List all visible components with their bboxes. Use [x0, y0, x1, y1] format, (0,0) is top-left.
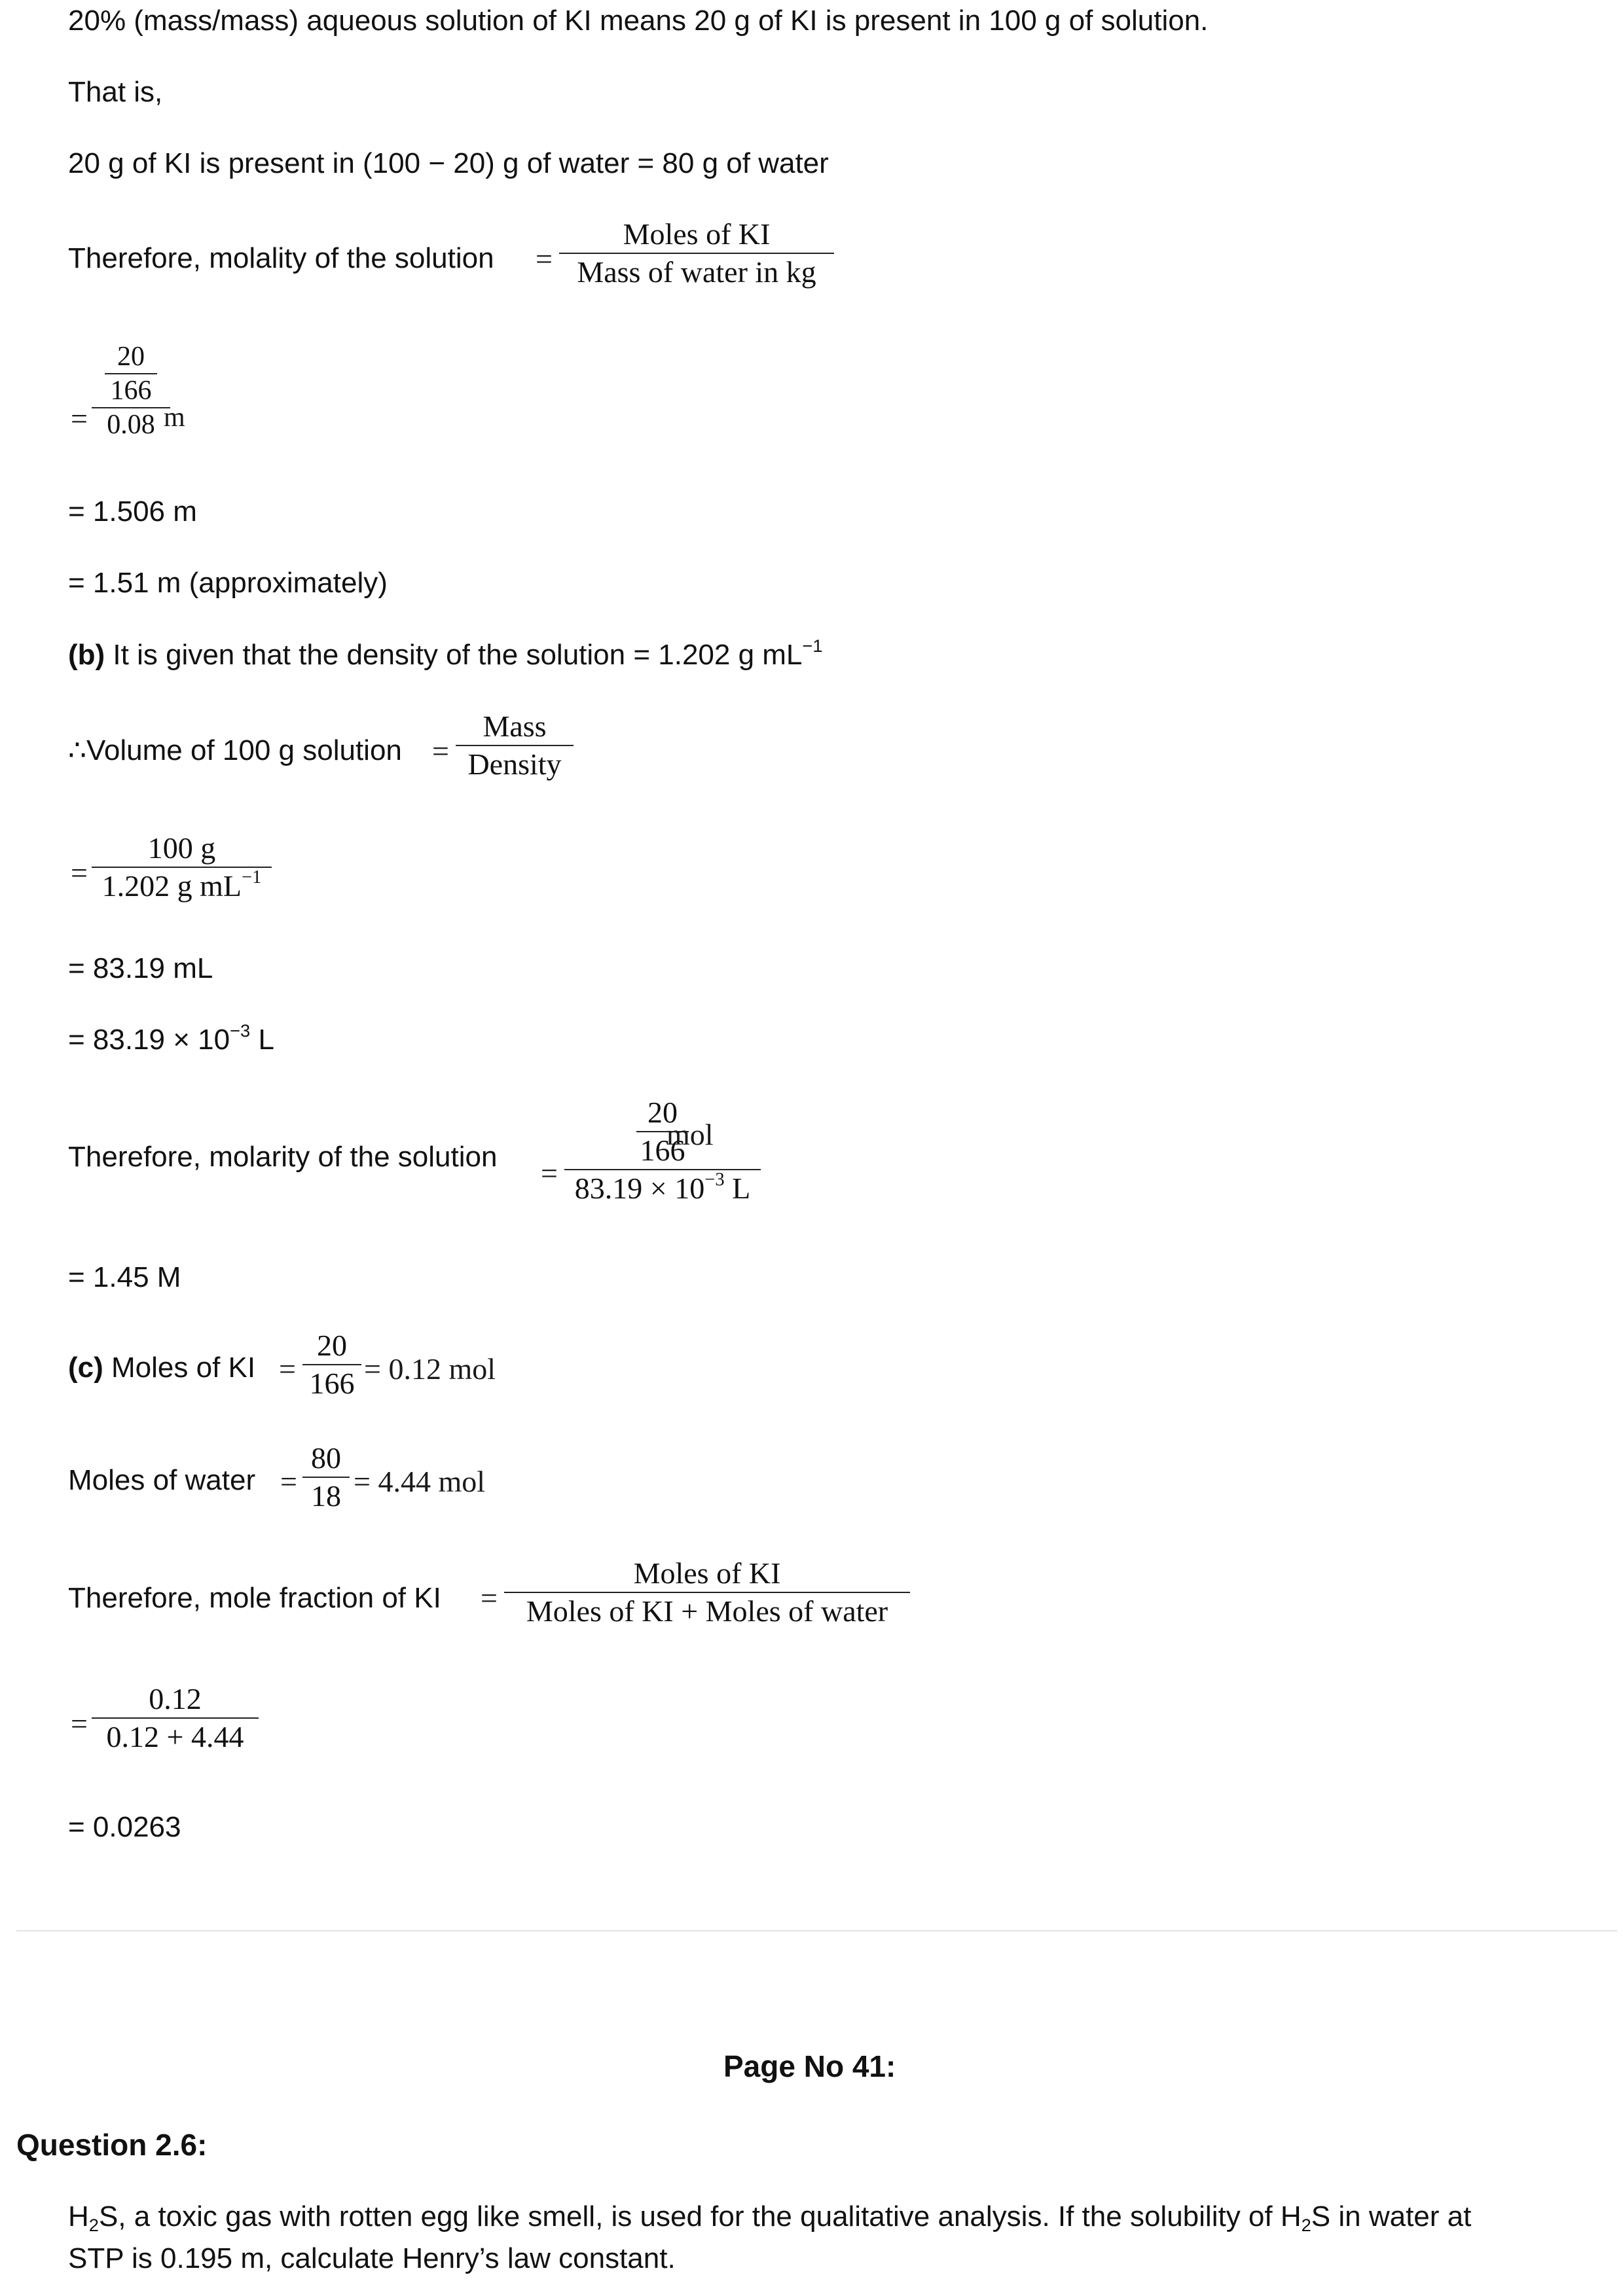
moles-water-result: = 4.44 mol — [354, 1465, 486, 1498]
equals-sign: = — [481, 1581, 498, 1615]
equals-sign: = — [280, 1465, 297, 1498]
section-divider — [16, 1930, 1617, 1931]
moles-water-calculation — [302, 1440, 350, 1515]
inner-numerator: 20 — [647, 1096, 678, 1129]
that-is-line: That is, — [68, 76, 163, 108]
volume-exponent: −3 — [230, 1020, 251, 1041]
mole-fraction-formula — [504, 1555, 910, 1630]
inner-denominator: 166 — [110, 376, 152, 406]
moles-ki-label — [68, 1350, 255, 1386]
mole-fraction-result: = 0.0263 — [68, 1811, 181, 1843]
denominator: Mass of water in kg — [577, 255, 816, 289]
volume-value: = 83.19 × 10 — [68, 1024, 230, 1056]
volume-result-l — [68, 1022, 274, 1058]
page-number-header: Page No 41: — [723, 2049, 896, 2083]
unit-mol: mol — [666, 1118, 714, 1151]
numerator: Moles of KI — [633, 1556, 781, 1590]
text-segment: H — [68, 2200, 89, 2233]
moles-ki-result: = 0.12 mol — [364, 1352, 496, 1386]
molality-result: = 1.506 m — [68, 495, 197, 528]
part-c-label: (c) — [68, 1352, 103, 1384]
molality-calculation — [92, 340, 170, 441]
mole-fraction-calculation — [92, 1681, 259, 1755]
volume-exponent: −3 — [704, 1170, 725, 1191]
density-exponent: −1 — [242, 867, 262, 888]
equals-sign: = — [279, 1352, 296, 1386]
denominator: 166 — [309, 1367, 355, 1400]
density-text: It is given that the density of the solution = 1.202 g mL — [105, 639, 803, 671]
subscript: 2 — [1301, 2215, 1311, 2236]
volume-formula — [456, 708, 574, 783]
volume-result-ml: = 83.19 mL — [68, 952, 213, 984]
equals-sign: = — [432, 734, 449, 768]
equals-sign: = — [541, 1157, 558, 1190]
text-segment: S in water at — [1311, 2200, 1472, 2233]
subscript: 2 — [88, 2215, 99, 2236]
part-b-label: (b) — [68, 639, 105, 671]
denominator: Moles of KI + Moles of water — [526, 1594, 888, 1628]
volume-value: 83.19 × 10 — [574, 1172, 705, 1205]
denominator — [98, 868, 266, 905]
numerator: Moles of KI — [623, 217, 771, 251]
numerator: 0.12 — [149, 1682, 202, 1715]
question-text-line2: STP is 0.195 m, calculate Henry’s law constant. — [68, 2242, 676, 2274]
molality-label: Therefore, molality of the solution — [68, 242, 494, 274]
numerator: 100 g — [147, 831, 216, 865]
moles-water-label: Moles of water — [68, 1464, 256, 1496]
outer-denominator — [571, 1170, 754, 1207]
water-mass-line: 20 g of KI is present in (100 − 20) g of water = 80 g of water — [68, 147, 829, 179]
question-text-line1 — [68, 2199, 1471, 2234]
density-exponent: −1 — [802, 635, 823, 656]
numerator: Mass — [483, 709, 547, 743]
density-value: 1.202 g mL — [101, 869, 242, 903]
molarity-calculation — [564, 1094, 761, 1207]
numerator: 20 — [317, 1329, 347, 1362]
intro-line: 20% (mass/mass) aqueous solution of KI means 20 g of KI is present in 100 g of solution. — [68, 5, 1209, 37]
moles-ki-text: Moles of KI — [103, 1352, 256, 1384]
question-heading: Question 2.6: — [16, 2128, 208, 2162]
unit-m: m — [164, 403, 185, 433]
equals-sign: = — [71, 402, 88, 435]
equals-sign: = — [71, 1707, 88, 1740]
mole-fraction-label: Therefore, mole fraction of KI — [68, 1582, 441, 1614]
inner-denominator: 166 — [640, 1134, 685, 1167]
outer-denominator: 0.08 — [107, 410, 155, 440]
denominator: 18 — [311, 1479, 341, 1513]
molality-approx: = 1.51 m (approximately) — [68, 567, 388, 599]
moles-ki-calculation — [302, 1327, 361, 1402]
numerator: 80 — [311, 1441, 341, 1475]
volume-unit: L — [250, 1024, 274, 1056]
molality-formula — [559, 216, 834, 291]
denominator: 0.12 + 4.44 — [106, 1720, 244, 1753]
volume-label: ∴Volume of 100 g solution — [68, 734, 402, 766]
equals-sign: = — [71, 856, 88, 889]
text-segment: S, a toxic gas with rotten egg like smell, is used for the qualitative analysis. If the solubility of H — [98, 2200, 1302, 2233]
molarity-label: Therefore, molarity of the solution — [68, 1141, 498, 1173]
density-given — [68, 637, 823, 673]
equals-sign: = — [536, 242, 553, 276]
denominator: Density — [467, 747, 562, 781]
molarity-result: = 1.45 M — [68, 1261, 181, 1293]
volume-calculation — [92, 830, 272, 905]
volume-unit: L — [724, 1172, 751, 1205]
inner-numerator: 20 — [117, 342, 145, 372]
